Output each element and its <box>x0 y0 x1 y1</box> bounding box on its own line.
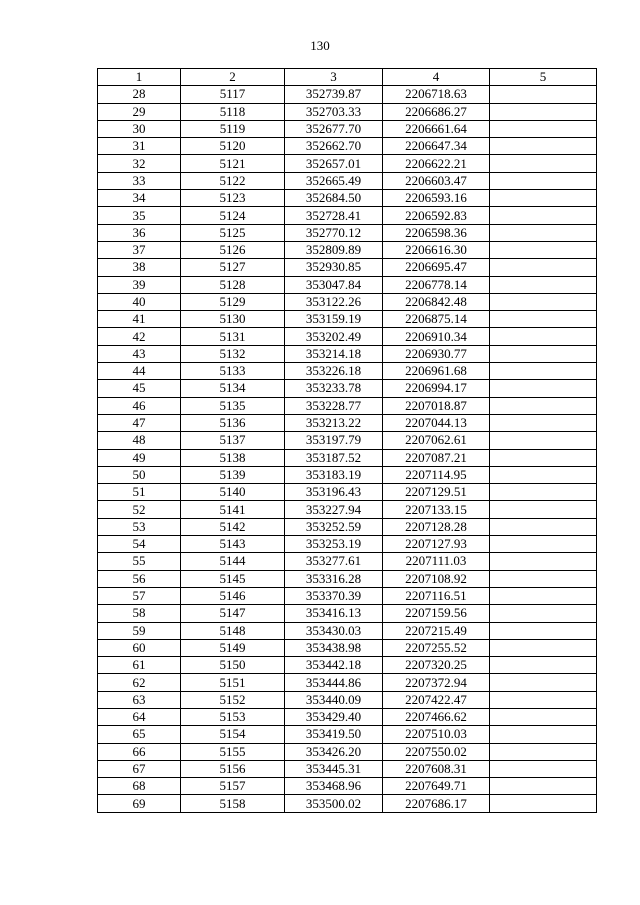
y-coordinate-cell: 2206910.34 <box>383 328 490 345</box>
note-cell <box>490 293 597 310</box>
row-number-cell: 29 <box>98 103 181 120</box>
y-coordinate-cell: 2206875.14 <box>383 311 490 328</box>
point-id-cell: 5138 <box>181 449 285 466</box>
row-number-cell: 51 <box>98 484 181 501</box>
y-coordinate-cell: 2206593.16 <box>383 190 490 207</box>
note-cell <box>490 414 597 431</box>
table-row <box>98 276 597 293</box>
note-cell <box>490 259 597 276</box>
y-coordinate-cell: 2206994.17 <box>383 380 490 397</box>
table-row <box>98 778 597 795</box>
y-coordinate-cell: 2207044.13 <box>383 414 490 431</box>
table-header <box>98 69 597 86</box>
x-coordinate-cell: 353187.52 <box>285 449 383 466</box>
table-row <box>98 190 597 207</box>
point-id-cell: 5145 <box>181 570 285 587</box>
row-number-cell: 42 <box>98 328 181 345</box>
point-id-cell: 5147 <box>181 605 285 622</box>
y-coordinate-cell: 2206661.64 <box>383 120 490 137</box>
note-cell <box>490 605 597 622</box>
x-coordinate-cell: 352809.89 <box>285 241 383 258</box>
note-cell <box>490 466 597 483</box>
coordinates-table <box>97 68 597 813</box>
y-coordinate-cell: 2206842.48 <box>383 293 490 310</box>
row-number-cell: 66 <box>98 743 181 760</box>
x-coordinate-cell: 352728.41 <box>285 207 383 224</box>
table-row <box>98 363 597 380</box>
y-coordinate-cell: 2207466.62 <box>383 708 490 725</box>
point-id-cell: 5124 <box>181 207 285 224</box>
column-header-3: 3 <box>285 69 383 86</box>
table-row <box>98 570 597 587</box>
point-id-cell: 5148 <box>181 622 285 639</box>
row-number-cell: 45 <box>98 380 181 397</box>
row-number-cell: 32 <box>98 155 181 172</box>
row-number-cell: 50 <box>98 466 181 483</box>
point-id-cell: 5153 <box>181 708 285 725</box>
y-coordinate-cell: 2206718.63 <box>383 86 490 103</box>
table-row <box>98 345 597 362</box>
y-coordinate-cell: 2206622.21 <box>383 155 490 172</box>
table-row <box>98 380 597 397</box>
x-coordinate-cell: 353277.61 <box>285 553 383 570</box>
x-coordinate-cell: 353213.22 <box>285 414 383 431</box>
table-row <box>98 622 597 639</box>
table-row <box>98 397 597 414</box>
point-id-cell: 5129 <box>181 293 285 310</box>
table-row <box>98 432 597 449</box>
row-number-cell: 43 <box>98 345 181 362</box>
note-cell <box>490 778 597 795</box>
point-id-cell: 5123 <box>181 190 285 207</box>
row-number-cell: 69 <box>98 795 181 812</box>
point-id-cell: 5156 <box>181 760 285 777</box>
note-cell <box>490 432 597 449</box>
point-id-cell: 5133 <box>181 363 285 380</box>
y-coordinate-cell: 2207116.51 <box>383 587 490 604</box>
row-number-cell: 36 <box>98 224 181 241</box>
y-coordinate-cell: 2207159.56 <box>383 605 490 622</box>
x-coordinate-cell: 352770.12 <box>285 224 383 241</box>
column-header-4: 4 <box>383 69 490 86</box>
y-coordinate-cell: 2207510.03 <box>383 726 490 743</box>
y-coordinate-cell: 2207255.52 <box>383 639 490 656</box>
y-coordinate-cell: 2206686.27 <box>383 103 490 120</box>
note-cell <box>490 795 597 812</box>
note-cell <box>490 449 597 466</box>
table-row <box>98 760 597 777</box>
row-number-cell: 37 <box>98 241 181 258</box>
x-coordinate-cell: 352684.50 <box>285 190 383 207</box>
y-coordinate-cell: 2206778.14 <box>383 276 490 293</box>
table-row <box>98 691 597 708</box>
row-number-cell: 46 <box>98 397 181 414</box>
row-number-cell: 31 <box>98 138 181 155</box>
table-row <box>98 536 597 553</box>
point-id-cell: 5122 <box>181 172 285 189</box>
y-coordinate-cell: 2207372.94 <box>383 674 490 691</box>
table-row <box>98 518 597 535</box>
x-coordinate-cell: 353444.86 <box>285 674 383 691</box>
column-header-5: 5 <box>490 69 597 86</box>
table-body <box>98 86 597 812</box>
table-row <box>98 726 597 743</box>
point-id-cell: 5158 <box>181 795 285 812</box>
table-row <box>98 587 597 604</box>
y-coordinate-cell: 2207087.21 <box>383 449 490 466</box>
point-id-cell: 5157 <box>181 778 285 795</box>
y-coordinate-cell: 2207127.93 <box>383 536 490 553</box>
note-cell <box>490 120 597 137</box>
row-number-cell: 30 <box>98 120 181 137</box>
table-row <box>98 259 597 276</box>
x-coordinate-cell: 353445.31 <box>285 760 383 777</box>
note-cell <box>490 190 597 207</box>
point-id-cell: 5125 <box>181 224 285 241</box>
row-number-cell: 59 <box>98 622 181 639</box>
row-number-cell: 49 <box>98 449 181 466</box>
y-coordinate-cell: 2207550.02 <box>383 743 490 760</box>
table-row <box>98 207 597 224</box>
y-coordinate-cell: 2206603.47 <box>383 172 490 189</box>
row-number-cell: 40 <box>98 293 181 310</box>
y-coordinate-cell: 2207649.71 <box>383 778 490 795</box>
y-coordinate-cell: 2207320.25 <box>383 657 490 674</box>
page-number: 130 <box>310 38 330 53</box>
y-coordinate-cell: 2207422.47 <box>383 691 490 708</box>
point-id-cell: 5139 <box>181 466 285 483</box>
note-cell <box>490 674 597 691</box>
note-cell <box>490 328 597 345</box>
table-row <box>98 155 597 172</box>
x-coordinate-cell: 352703.33 <box>285 103 383 120</box>
y-coordinate-cell: 2207114.95 <box>383 466 490 483</box>
point-id-cell: 5120 <box>181 138 285 155</box>
note-cell <box>490 224 597 241</box>
y-coordinate-cell: 2207129.51 <box>383 484 490 501</box>
row-number-cell: 55 <box>98 553 181 570</box>
row-number-cell: 53 <box>98 518 181 535</box>
x-coordinate-cell: 352930.85 <box>285 259 383 276</box>
note-cell <box>490 501 597 518</box>
column-header-2: 2 <box>181 69 285 86</box>
table-row <box>98 553 597 570</box>
y-coordinate-cell: 2206930.77 <box>383 345 490 362</box>
row-number-cell: 67 <box>98 760 181 777</box>
table-row <box>98 172 597 189</box>
point-id-cell: 5135 <box>181 397 285 414</box>
note-cell <box>490 207 597 224</box>
point-id-cell: 5152 <box>181 691 285 708</box>
row-number-cell: 65 <box>98 726 181 743</box>
note-cell <box>490 657 597 674</box>
x-coordinate-cell: 353316.28 <box>285 570 383 587</box>
point-id-cell: 5117 <box>181 86 285 103</box>
note-cell <box>490 518 597 535</box>
note-cell <box>490 138 597 155</box>
note-cell <box>490 726 597 743</box>
row-number-cell: 58 <box>98 605 181 622</box>
y-coordinate-cell: 2206592.83 <box>383 207 490 224</box>
table-row <box>98 743 597 760</box>
x-coordinate-cell: 352739.87 <box>285 86 383 103</box>
point-id-cell: 5121 <box>181 155 285 172</box>
table-row <box>98 120 597 137</box>
note-cell <box>490 311 597 328</box>
header-row <box>98 69 597 86</box>
y-coordinate-cell: 2207686.17 <box>383 795 490 812</box>
table-row <box>98 311 597 328</box>
point-id-cell: 5149 <box>181 639 285 656</box>
table-row <box>98 293 597 310</box>
x-coordinate-cell: 353197.79 <box>285 432 383 449</box>
point-id-cell: 5150 <box>181 657 285 674</box>
point-id-cell: 5128 <box>181 276 285 293</box>
table-row <box>98 449 597 466</box>
table-row <box>98 328 597 345</box>
x-coordinate-cell: 353429.40 <box>285 708 383 725</box>
x-coordinate-cell: 353227.94 <box>285 501 383 518</box>
note-cell <box>490 363 597 380</box>
point-id-cell: 5127 <box>181 259 285 276</box>
y-coordinate-cell: 2206616.30 <box>383 241 490 258</box>
row-number-cell: 39 <box>98 276 181 293</box>
point-id-cell: 5155 <box>181 743 285 760</box>
row-number-cell: 61 <box>98 657 181 674</box>
point-id-cell: 5151 <box>181 674 285 691</box>
x-coordinate-cell: 353226.18 <box>285 363 383 380</box>
table-row <box>98 708 597 725</box>
table-row <box>98 138 597 155</box>
x-coordinate-cell: 353253.19 <box>285 536 383 553</box>
row-number-cell: 52 <box>98 501 181 518</box>
table-row <box>98 484 597 501</box>
x-coordinate-cell: 353438.98 <box>285 639 383 656</box>
row-number-cell: 48 <box>98 432 181 449</box>
x-coordinate-cell: 352665.49 <box>285 172 383 189</box>
x-coordinate-cell: 353416.13 <box>285 605 383 622</box>
note-cell <box>490 570 597 587</box>
note-cell <box>490 345 597 362</box>
row-number-cell: 33 <box>98 172 181 189</box>
x-coordinate-cell: 353370.39 <box>285 587 383 604</box>
table-row <box>98 86 597 103</box>
note-cell <box>490 155 597 172</box>
row-number-cell: 44 <box>98 363 181 380</box>
point-id-cell: 5118 <box>181 103 285 120</box>
note-cell <box>490 691 597 708</box>
note-cell <box>490 380 597 397</box>
row-number-cell: 64 <box>98 708 181 725</box>
x-coordinate-cell: 353426.20 <box>285 743 383 760</box>
note-cell <box>490 86 597 103</box>
note-cell <box>490 397 597 414</box>
point-id-cell: 5143 <box>181 536 285 553</box>
x-coordinate-cell: 353228.77 <box>285 397 383 414</box>
table-row <box>98 466 597 483</box>
point-id-cell: 5126 <box>181 241 285 258</box>
table-row <box>98 795 597 812</box>
point-id-cell: 5119 <box>181 120 285 137</box>
note-cell <box>490 639 597 656</box>
table-row <box>98 674 597 691</box>
table-row <box>98 103 597 120</box>
y-coordinate-cell: 2206598.36 <box>383 224 490 241</box>
note-cell <box>490 743 597 760</box>
point-id-cell: 5137 <box>181 432 285 449</box>
x-coordinate-cell: 353468.96 <box>285 778 383 795</box>
row-number-cell: 34 <box>98 190 181 207</box>
x-coordinate-cell: 353159.19 <box>285 311 383 328</box>
table-row <box>98 224 597 241</box>
note-cell <box>490 622 597 639</box>
note-cell <box>490 172 597 189</box>
x-coordinate-cell: 353430.03 <box>285 622 383 639</box>
table-row <box>98 501 597 518</box>
row-number-cell: 57 <box>98 587 181 604</box>
point-id-cell: 5140 <box>181 484 285 501</box>
y-coordinate-cell: 2207608.31 <box>383 760 490 777</box>
y-coordinate-cell: 2207111.03 <box>383 553 490 570</box>
point-id-cell: 5136 <box>181 414 285 431</box>
note-cell <box>490 276 597 293</box>
table-row <box>98 605 597 622</box>
point-id-cell: 5141 <box>181 501 285 518</box>
x-coordinate-cell: 353183.19 <box>285 466 383 483</box>
row-number-cell: 56 <box>98 570 181 587</box>
note-cell <box>490 708 597 725</box>
x-coordinate-cell: 353047.84 <box>285 276 383 293</box>
note-cell <box>490 241 597 258</box>
row-number-cell: 63 <box>98 691 181 708</box>
point-id-cell: 5142 <box>181 518 285 535</box>
x-coordinate-cell: 353442.18 <box>285 657 383 674</box>
row-number-cell: 28 <box>98 86 181 103</box>
y-coordinate-cell: 2207133.15 <box>383 501 490 518</box>
table-row <box>98 241 597 258</box>
y-coordinate-cell: 2207108.92 <box>383 570 490 587</box>
row-number-cell: 47 <box>98 414 181 431</box>
x-coordinate-cell: 353419.50 <box>285 726 383 743</box>
x-coordinate-cell: 353233.78 <box>285 380 383 397</box>
point-id-cell: 5146 <box>181 587 285 604</box>
x-coordinate-cell: 352657.01 <box>285 155 383 172</box>
x-coordinate-cell: 353214.18 <box>285 345 383 362</box>
x-coordinate-cell: 353252.59 <box>285 518 383 535</box>
y-coordinate-cell: 2206647.34 <box>383 138 490 155</box>
row-number-cell: 60 <box>98 639 181 656</box>
row-number-cell: 62 <box>98 674 181 691</box>
row-number-cell: 35 <box>98 207 181 224</box>
table-row <box>98 414 597 431</box>
note-cell <box>490 103 597 120</box>
column-header-1: 1 <box>98 69 181 86</box>
point-id-cell: 5132 <box>181 345 285 362</box>
x-coordinate-cell: 352662.70 <box>285 138 383 155</box>
row-number-cell: 38 <box>98 259 181 276</box>
y-coordinate-cell: 2206961.68 <box>383 363 490 380</box>
y-coordinate-cell: 2207128.28 <box>383 518 490 535</box>
table-row <box>98 657 597 674</box>
row-number-cell: 68 <box>98 778 181 795</box>
x-coordinate-cell: 353196.43 <box>285 484 383 501</box>
x-coordinate-cell: 353500.02 <box>285 795 383 812</box>
x-coordinate-cell: 352677.70 <box>285 120 383 137</box>
y-coordinate-cell: 2207062.61 <box>383 432 490 449</box>
point-id-cell: 5134 <box>181 380 285 397</box>
row-number-cell: 54 <box>98 536 181 553</box>
note-cell <box>490 484 597 501</box>
y-coordinate-cell: 2207215.49 <box>383 622 490 639</box>
note-cell <box>490 553 597 570</box>
x-coordinate-cell: 353440.09 <box>285 691 383 708</box>
row-number-cell: 41 <box>98 311 181 328</box>
point-id-cell: 5130 <box>181 311 285 328</box>
point-id-cell: 5144 <box>181 553 285 570</box>
y-coordinate-cell: 2206695.47 <box>383 259 490 276</box>
note-cell <box>490 536 597 553</box>
x-coordinate-cell: 353122.26 <box>285 293 383 310</box>
table-row <box>98 639 597 656</box>
point-id-cell: 5131 <box>181 328 285 345</box>
note-cell <box>490 587 597 604</box>
y-coordinate-cell: 2207018.87 <box>383 397 490 414</box>
note-cell <box>490 760 597 777</box>
x-coordinate-cell: 353202.49 <box>285 328 383 345</box>
point-id-cell: 5154 <box>181 726 285 743</box>
